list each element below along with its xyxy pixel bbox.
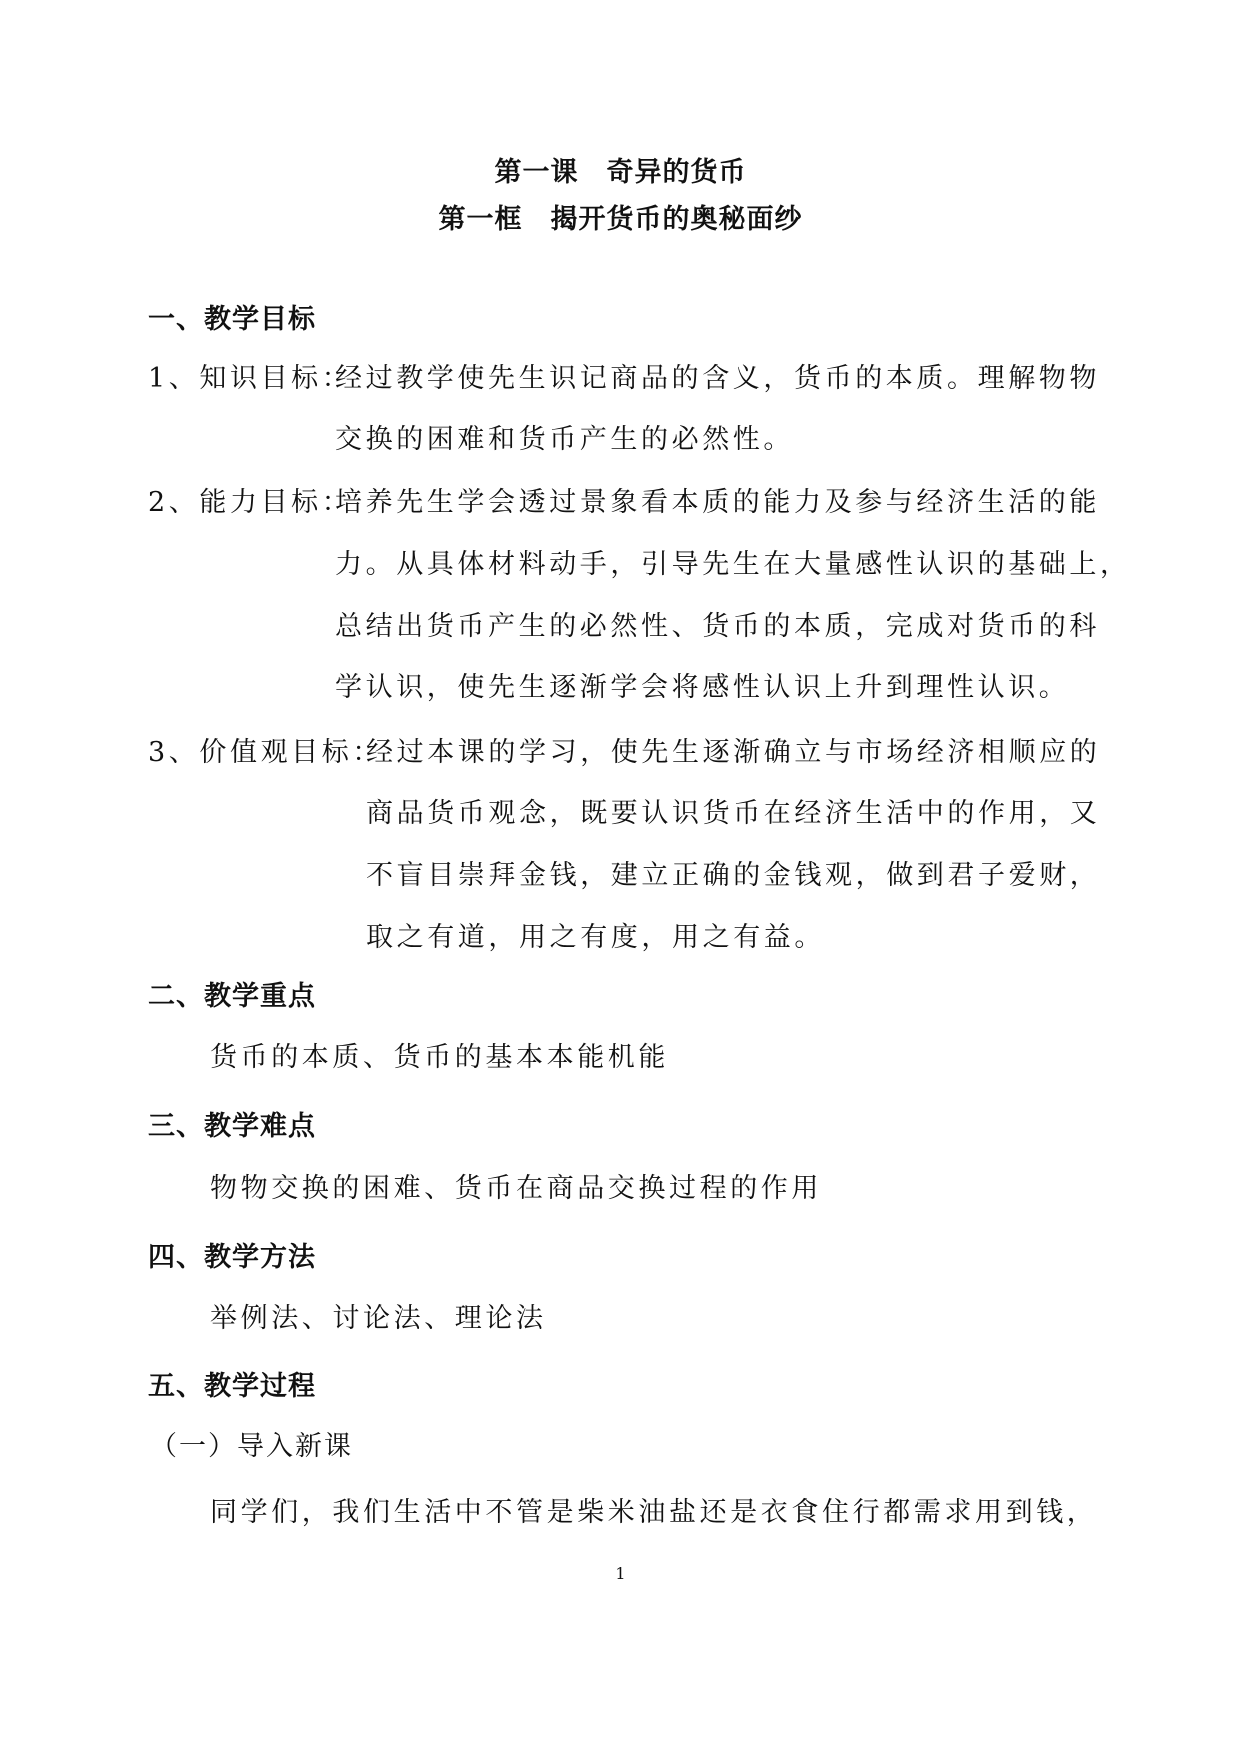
goal-values-line: 取之有道，用之有度，用之有益。 — [366, 922, 825, 953]
goal-ability-line: 学认识，使先生逐渐学会将感性认识上升到理性认识。 — [335, 672, 1070, 703]
goal-ability-line: 培养先生学会透过景象看本质的能力及参与经济生活的能 — [335, 487, 1100, 518]
goal-knowledge-label: 1、知识目标： — [148, 363, 353, 394]
lesson-title: 第一课 奇异的货币 — [494, 157, 747, 188]
goal-ability-line: 总结出货币产生的必然性、货币的本质，完成对货币的科 — [335, 611, 1100, 642]
goal-values-line: 商品货币观念，既要认识货币在经济生活中的作用，又 — [366, 798, 1101, 829]
methods-text: 举例法、讨论法、理论法 — [210, 1303, 547, 1334]
goal-values-label: 3、价值观目标： — [148, 737, 383, 768]
goal-values-line: 不盲目崇拜金钱，建立正确的金钱观，做到君子爱财， — [366, 860, 1101, 891]
goal-ability-label: 2、能力目标： — [148, 487, 353, 518]
heading-process: 五、教学过程 — [148, 1371, 316, 1402]
goal-knowledge-line: 交换的困难和货币产生的必然性。 — [335, 424, 794, 455]
page-number: 1 — [615, 1564, 626, 1583]
section-title: 第一框 揭开货币的奥秘面纱 — [438, 204, 803, 235]
process-text: 同学们，我们生活中不管是柴米油盐还是衣食住行都需求用到钱， — [210, 1497, 1098, 1528]
difficulties-text: 物物交换的困难、货币在商品交换过程的作用 — [210, 1173, 822, 1204]
goal-knowledge-line: 经过教学使先生识记商品的含义，货币的本质。理解物物 — [335, 363, 1100, 394]
key-points-text: 货币的本质、货币的基本本能机能 — [210, 1042, 669, 1073]
heading-methods: 四、教学方法 — [148, 1242, 316, 1273]
heading-key-points: 二、教学重点 — [148, 981, 316, 1012]
heading-teaching-goals: 一、教学目标 — [148, 304, 316, 335]
goal-ability-line: 力。从具体材料动手，引导先生在大量感性认识的基础上， — [335, 549, 1131, 580]
goal-values-line: 经过本课的学习，使先生逐渐确立与市场经济相顺应的 — [366, 737, 1101, 768]
heading-difficulties: 三、教学难点 — [148, 1111, 316, 1142]
process-subheading: （一）导入新课 — [150, 1431, 353, 1462]
